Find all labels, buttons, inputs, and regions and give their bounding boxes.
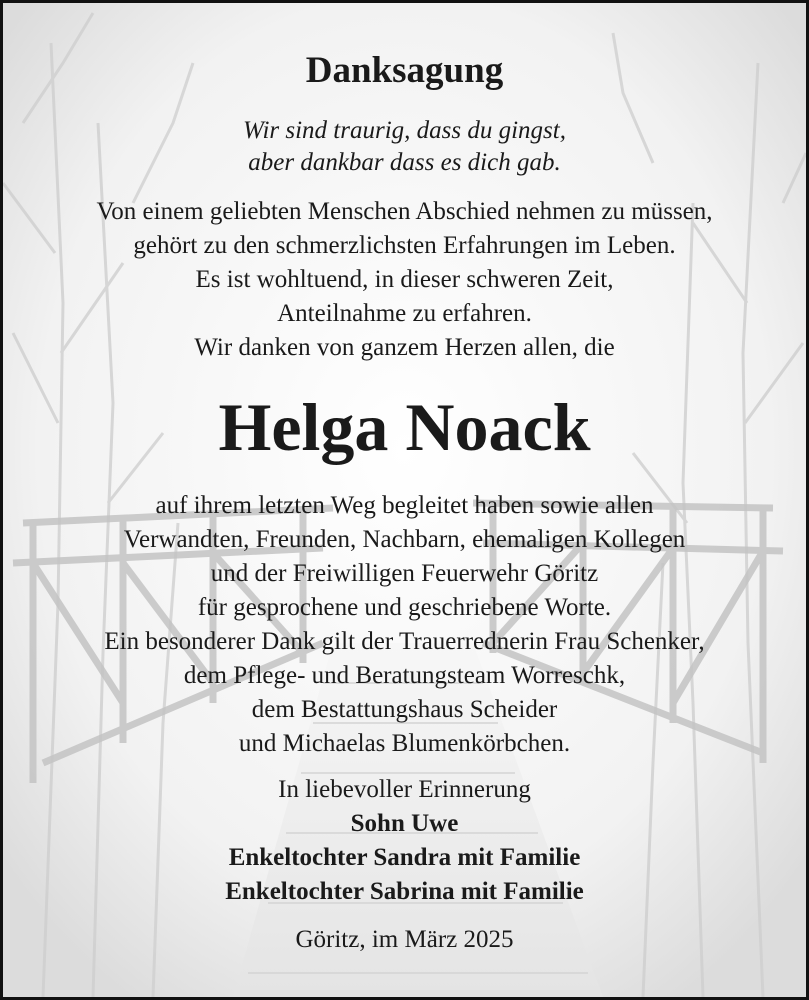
intro-line: Wir danken von ganzem Herzen allen, die: [194, 334, 615, 361]
thanks-line: dem Pflege- und Beratungsteam Worreschk,: [183, 662, 626, 689]
motto-line: aber dankbar dass es dich gab.: [248, 149, 561, 176]
motto-line: Wir sind traurig, dass du gingst,: [243, 117, 566, 144]
notice-title: Danksagung: [305, 50, 504, 91]
intro-line: Es ist wohltuend, in dieser schweren Zeit,: [195, 266, 614, 293]
place-and-date: Göritz, im März 2025: [295, 926, 514, 953]
intro-line: gehört zu den schmerzlichsten Erfahrungen im Leben.: [133, 232, 676, 259]
thanks-line: Verwandten, Freunden, Nachbarn, ehemaligen Kollegen: [123, 526, 686, 553]
thanks-line: dem Bestattungshaus Scheider: [251, 696, 558, 723]
thanks-paragraph: [3, 489, 806, 761]
thanks-line: und Michaelas Blumenkörbchen.: [238, 730, 571, 757]
closing-phrase: In liebevoller Erinnerung: [278, 776, 531, 803]
signatory: Enkeltochter Sabrina mit Familie: [225, 878, 584, 905]
motto-verse: [3, 115, 806, 179]
intro-line: Anteilnahme zu erfahren.: [277, 300, 532, 327]
intro-paragraph: [3, 195, 806, 365]
thanks-line: für gesprochene und geschriebene Worte.: [197, 594, 612, 621]
thanks-line: Ein besonderer Dank gilt der Trauerrednerin Frau Schenker,: [104, 628, 705, 655]
thanks-line: und der Freiwilligen Feuerwehr Göritz: [210, 560, 599, 587]
thanks-line: auf ihrem letzten Weg begleitet haben sowie allen: [155, 492, 654, 519]
signatory: Enkeltochter Sandra mit Familie: [228, 844, 581, 871]
signatory: Sohn Uwe: [350, 810, 459, 837]
intro-line: Von einem geliebten Menschen Abschied nehmen zu müssen,: [96, 198, 713, 225]
deceased-name: Helga Noack: [218, 389, 591, 465]
signatories: [3, 807, 806, 909]
